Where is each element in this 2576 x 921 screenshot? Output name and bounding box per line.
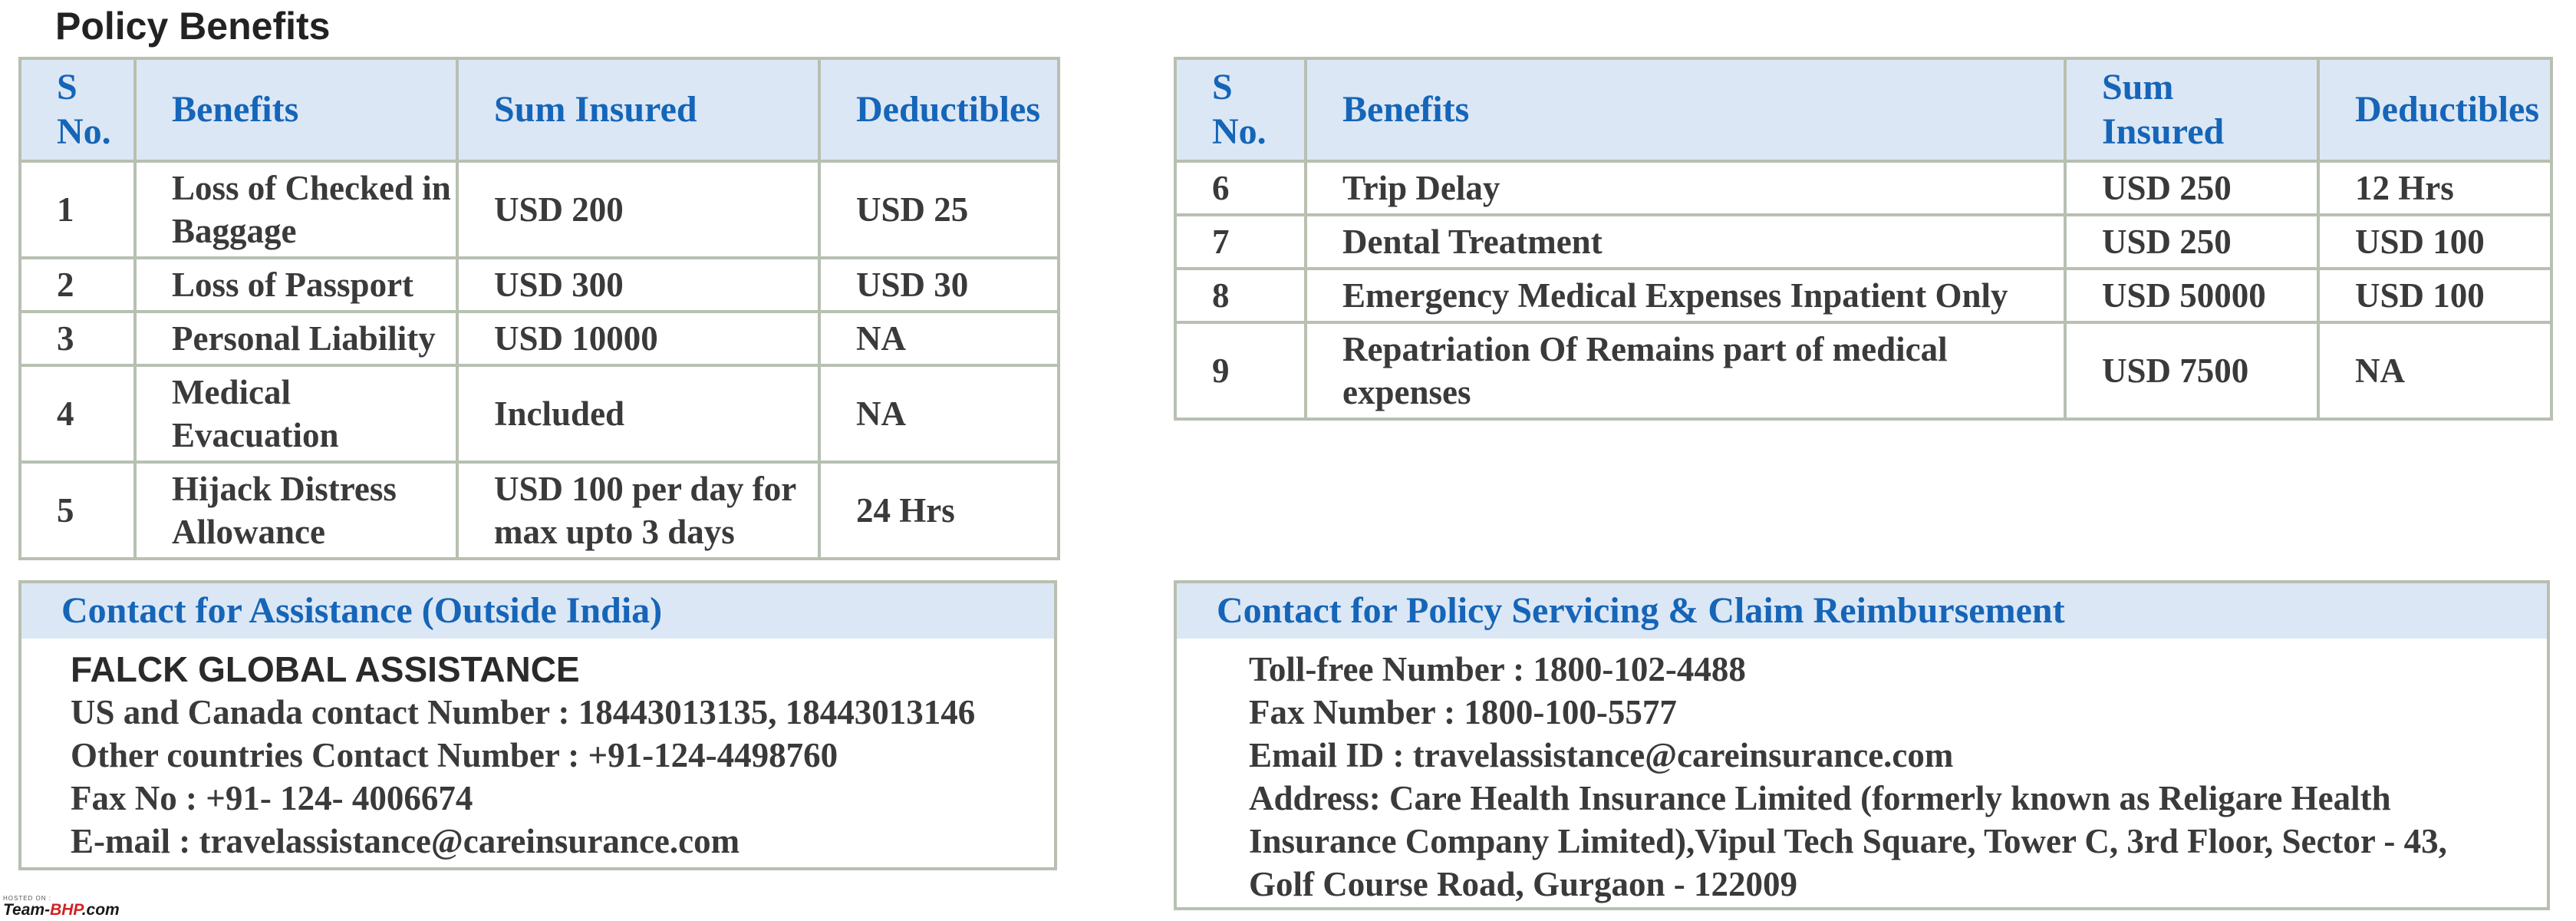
table-row bbox=[1175, 161, 2551, 215]
servicing-contact-box bbox=[1174, 580, 2550, 910]
table-row bbox=[20, 258, 1059, 312]
table-header-row bbox=[1175, 58, 2551, 161]
organization-name: FALCK GLOBAL ASSISTANCE bbox=[71, 649, 580, 689]
page-title: Policy Benefits bbox=[55, 5, 331, 48]
assistance-contact-box bbox=[18, 580, 1057, 870]
servicing-contact-title: Contact for Policy Servicing & Claim Reimbursement bbox=[1177, 583, 2547, 639]
benefits-table-right bbox=[1174, 57, 2553, 421]
cell-benefit: Loss of Checked in Baggage bbox=[135, 161, 457, 258]
cell-benefit: Trip Delay bbox=[1306, 161, 2065, 215]
cell-benefit: Dental Treatment bbox=[1306, 215, 2065, 269]
cell-deductible: NA bbox=[2318, 322, 2551, 419]
watermark-brand-accent: BHP bbox=[50, 901, 82, 919]
watermark-logo bbox=[3, 902, 147, 918]
assistance-contact-title: Contact for Assistance (Outside India) bbox=[21, 583, 1054, 639]
cell-deductible: USD 25 bbox=[819, 161, 1059, 258]
contact-line: US and Canada contact Number : 18443013135, 18443013146 bbox=[71, 693, 976, 731]
table-header-row bbox=[20, 58, 1059, 161]
cell-sum-insured: USD 100 per day for max upto 3 days bbox=[457, 462, 819, 559]
cell-sno: 1 bbox=[20, 161, 135, 258]
header-deductibles: Deductibles bbox=[819, 58, 1059, 161]
cell-sno: 7 bbox=[1175, 215, 1306, 269]
watermark-hosted-text: HOSTED ON : bbox=[3, 895, 52, 902]
cell-benefit: Repatriation Of Remains part of medical expenses bbox=[1306, 322, 2065, 419]
header-sno: S No. bbox=[1175, 58, 1306, 161]
cell-deductible: NA bbox=[819, 365, 1059, 462]
cell-deductible: 12 Hrs bbox=[2318, 161, 2551, 215]
servicing-contact-body bbox=[1177, 639, 2547, 906]
cell-deductible: NA bbox=[819, 312, 1059, 365]
contact-line: Fax Number : 1800-100-5577 bbox=[1249, 693, 1677, 731]
cell-sum-insured: USD 250 bbox=[2065, 161, 2318, 215]
cell-sum-insured: USD 10000 bbox=[457, 312, 819, 365]
watermark-brand-prefix: Team- bbox=[3, 901, 51, 919]
contact-line: Email ID : travelassistance@careinsurance.com bbox=[1249, 736, 1954, 774]
table-row bbox=[20, 365, 1059, 462]
cell-sno: 6 bbox=[1175, 161, 1306, 215]
cell-benefit: Medical Evacuation bbox=[135, 365, 457, 462]
table-row bbox=[1175, 322, 2551, 419]
cell-sno: 9 bbox=[1175, 322, 1306, 419]
cell-sno: 5 bbox=[20, 462, 135, 559]
contact-line: Other countries Contact Number : +91-124-4498760 bbox=[71, 736, 838, 774]
contact-line: E-mail : travelassistance@careinsurance.com bbox=[71, 822, 740, 860]
cell-benefit: Hijack Distress Allowance bbox=[135, 462, 457, 559]
cell-sum-insured: USD 50000 bbox=[2065, 269, 2318, 322]
header-sum-insured: Sum Insured bbox=[457, 58, 819, 161]
header-deductibles: Deductibles bbox=[2318, 58, 2551, 161]
header-sno: S No. bbox=[20, 58, 135, 161]
benefits-table-left bbox=[18, 57, 1060, 560]
table-row bbox=[20, 161, 1059, 258]
table-row bbox=[1175, 215, 2551, 269]
cell-deductible: USD 100 bbox=[2318, 215, 2551, 269]
hosted-watermark bbox=[3, 895, 147, 918]
cell-deductible: USD 30 bbox=[819, 258, 1059, 312]
contact-line: Fax No : +91- 124- 4006674 bbox=[71, 779, 473, 817]
contact-line: Toll-free Number : 1800-102-4488 bbox=[1249, 650, 1746, 688]
cell-deductible: USD 100 bbox=[2318, 269, 2551, 322]
cell-sum-insured: Included bbox=[457, 365, 819, 462]
table-row bbox=[20, 312, 1059, 365]
cell-sum-insured: USD 250 bbox=[2065, 215, 2318, 269]
watermark-brand-suffix: .com bbox=[81, 901, 120, 919]
cell-sum-insured: USD 300 bbox=[457, 258, 819, 312]
cell-deductible: 24 Hrs bbox=[819, 462, 1059, 559]
cell-sno: 4 bbox=[20, 365, 135, 462]
cell-sum-insured: USD 7500 bbox=[2065, 322, 2318, 419]
cell-benefit: Emergency Medical Expenses Inpatient Only bbox=[1306, 269, 2065, 322]
header-benefits: Benefits bbox=[1306, 58, 2065, 161]
address-text: Address: Care Health Insurance Limited (formerly known as Religare Health Insurance Company Limited),Vipul Tech Square, Tower C, 3rd Floor, Sector - 43, Golf Course Road, Gurgaon - 122009 bbox=[1249, 779, 2447, 903]
cell-sum-insured: USD 200 bbox=[457, 161, 819, 258]
cell-sno: 2 bbox=[20, 258, 135, 312]
cell-benefit: Loss of Passport bbox=[135, 258, 457, 312]
cell-benefit: Personal Liability bbox=[135, 312, 457, 365]
table-row bbox=[20, 462, 1059, 559]
header-sum-insured: Sum Insured bbox=[2065, 58, 2318, 161]
cell-sno: 8 bbox=[1175, 269, 1306, 322]
cell-sno: 3 bbox=[20, 312, 135, 365]
assistance-contact-body bbox=[21, 639, 1054, 863]
table-row bbox=[1175, 269, 2551, 322]
header-benefits: Benefits bbox=[135, 58, 457, 161]
